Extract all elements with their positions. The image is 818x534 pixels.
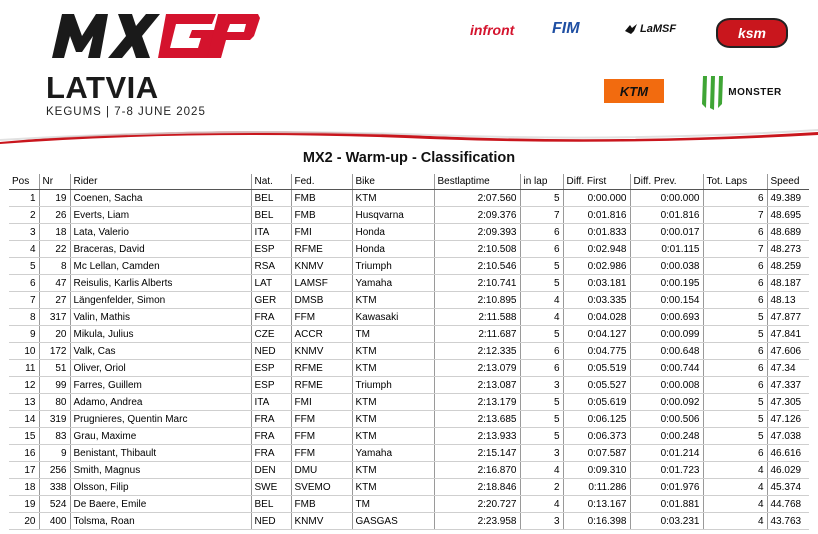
cell-speed: 48.695 <box>767 207 809 224</box>
cell-in-lap: 3 <box>520 445 563 462</box>
header-swoosh-divider <box>0 126 818 144</box>
cell-rider: Valk, Cas <box>70 343 251 360</box>
cell-pos: 4 <box>9 241 39 258</box>
cell-nr: 319 <box>39 411 70 428</box>
cell-speed: 48.273 <box>767 241 809 258</box>
cell-bestlaptime: 2:16.870 <box>434 462 520 479</box>
cell-nr: 256 <box>39 462 70 479</box>
cell-nr: 19 <box>39 190 70 207</box>
cell-diff-first: 0:04.127 <box>563 326 630 343</box>
cell-fed: FFM <box>291 428 352 445</box>
table-row <box>9 513 809 530</box>
cell-nr: 27 <box>39 292 70 309</box>
cell-rider: Benistant, Thibault <box>70 445 251 462</box>
cell-nat: GER <box>251 292 291 309</box>
cell-pos: 2 <box>9 207 39 224</box>
cell-diff-first: 0:05.519 <box>563 360 630 377</box>
cell-in-lap: 2 <box>520 479 563 496</box>
cell-bike: Honda <box>352 224 434 241</box>
cell-diff-prev: 0:01.881 <box>630 496 703 513</box>
table-row <box>9 292 809 309</box>
cell-pos: 12 <box>9 377 39 394</box>
cell-fed: KNMV <box>291 258 352 275</box>
cell-pos: 17 <box>9 462 39 479</box>
table-row <box>9 275 809 292</box>
table-row <box>9 241 809 258</box>
cell-pos: 14 <box>9 411 39 428</box>
cell-fed: FMI <box>291 394 352 411</box>
table-row <box>9 326 809 343</box>
table-row <box>9 479 809 496</box>
cell-fed: RFME <box>291 360 352 377</box>
table-row <box>9 411 809 428</box>
cell-nat: ESP <box>251 377 291 394</box>
cell-fed: RFME <box>291 241 352 258</box>
cell-bike: Yamaha <box>352 445 434 462</box>
cell-diff-prev: 0:00.099 <box>630 326 703 343</box>
cell-pos: 15 <box>9 428 39 445</box>
table-row <box>9 377 809 394</box>
column-header-in-lap: in lap <box>520 174 563 190</box>
cell-in-lap: 5 <box>520 428 563 445</box>
cell-bestlaptime: 2:10.895 <box>434 292 520 309</box>
cell-diff-prev: 0:00.038 <box>630 258 703 275</box>
ktm-logo: KTM <box>604 79 664 103</box>
cell-bike: KTM <box>352 428 434 445</box>
cell-fed: LAMSF <box>291 275 352 292</box>
cell-pos: 10 <box>9 343 39 360</box>
cell-diff-prev: 0:00.008 <box>630 377 703 394</box>
cell-nat: FRA <box>251 309 291 326</box>
cell-bike: TM <box>352 496 434 513</box>
cell-fed: RFME <box>291 377 352 394</box>
cell-fed: ACCR <box>291 326 352 343</box>
cell-nr: 47 <box>39 275 70 292</box>
cell-bestlaptime: 2:10.508 <box>434 241 520 258</box>
table-row <box>9 258 809 275</box>
cell-pos: 19 <box>9 496 39 513</box>
cell-nat: BEL <box>251 496 291 513</box>
cell-diff-prev: 0:00.017 <box>630 224 703 241</box>
cell-diff-prev: 0:00.154 <box>630 292 703 309</box>
cell-in-lap: 6 <box>520 224 563 241</box>
cell-tot-laps: 7 <box>703 207 767 224</box>
cell-tot-laps: 4 <box>703 462 767 479</box>
monster-energy-text: MONSTER <box>728 86 782 98</box>
cell-bike: KTM <box>352 360 434 377</box>
column-header-nr: Nr <box>39 174 70 190</box>
cell-rider: Braceras, David <box>70 241 251 258</box>
cell-nat: RSA <box>251 258 291 275</box>
cell-bike: Triumph <box>352 377 434 394</box>
cell-tot-laps: 6 <box>703 377 767 394</box>
cell-nr: 8 <box>39 258 70 275</box>
cell-tot-laps: 4 <box>703 496 767 513</box>
lamsf-bird-icon <box>624 22 638 36</box>
column-header-diff-first: Diff. First <box>563 174 630 190</box>
column-header-pos: Pos <box>9 174 39 190</box>
cell-diff-prev: 0:00.092 <box>630 394 703 411</box>
cell-in-lap: 4 <box>520 292 563 309</box>
cell-bestlaptime: 2:23.958 <box>434 513 520 530</box>
cell-nat: FRA <box>251 445 291 462</box>
cell-pos: 3 <box>9 224 39 241</box>
cell-rider: Everts, Liam <box>70 207 251 224</box>
cell-fed: FMB <box>291 496 352 513</box>
cell-pos: 7 <box>9 292 39 309</box>
cell-bestlaptime: 2:13.933 <box>434 428 520 445</box>
event-name: LATVIA <box>46 70 159 105</box>
cell-tot-laps: 6 <box>703 275 767 292</box>
cell-tot-laps: 6 <box>703 224 767 241</box>
cell-in-lap: 5 <box>520 190 563 207</box>
cell-diff-prev: 0:01.816 <box>630 207 703 224</box>
cell-fed: KNMV <box>291 343 352 360</box>
cell-nr: 26 <box>39 207 70 224</box>
cell-diff-prev: 0:00.648 <box>630 343 703 360</box>
cell-bike: Yamaha <box>352 275 434 292</box>
cell-bestlaptime: 2:13.179 <box>434 394 520 411</box>
cell-tot-laps: 5 <box>703 394 767 411</box>
cell-tot-laps: 6 <box>703 190 767 207</box>
cell-in-lap: 4 <box>520 496 563 513</box>
cell-bike: Honda <box>352 241 434 258</box>
cell-diff-prev: 0:00.506 <box>630 411 703 428</box>
cell-bestlaptime: 2:09.393 <box>434 224 520 241</box>
cell-diff-first: 0:01.816 <box>563 207 630 224</box>
cell-diff-first: 0:04.775 <box>563 343 630 360</box>
cell-pos: 16 <box>9 445 39 462</box>
table-row <box>9 394 809 411</box>
cell-speed: 47.841 <box>767 326 809 343</box>
cell-in-lap: 5 <box>520 394 563 411</box>
cell-rider: De Baere, Emile <box>70 496 251 513</box>
cell-rider: Coenen, Sacha <box>70 190 251 207</box>
cell-bestlaptime: 2:18.846 <box>434 479 520 496</box>
cell-fed: FFM <box>291 411 352 428</box>
cell-rider: Reisulis, Karlis Alberts <box>70 275 251 292</box>
cell-bestlaptime: 2:12.335 <box>434 343 520 360</box>
cell-pos: 8 <box>9 309 39 326</box>
cell-in-lap: 3 <box>520 377 563 394</box>
cell-nat: BEL <box>251 190 291 207</box>
table-row <box>9 224 809 241</box>
table-body <box>9 190 809 530</box>
cell-fed: FMI <box>291 224 352 241</box>
cell-rider: Smith, Magnus <box>70 462 251 479</box>
cell-in-lap: 6 <box>520 343 563 360</box>
table-row <box>9 360 809 377</box>
cell-speed: 47.877 <box>767 309 809 326</box>
cell-speed: 49.389 <box>767 190 809 207</box>
table-row <box>9 309 809 326</box>
table-header-row <box>9 174 809 190</box>
cell-nr: 317 <box>39 309 70 326</box>
cell-tot-laps: 7 <box>703 241 767 258</box>
column-header-diff-prev: Diff. Prev. <box>630 174 703 190</box>
cell-in-lap: 6 <box>520 360 563 377</box>
cell-bestlaptime: 2:15.147 <box>434 445 520 462</box>
cell-bestlaptime: 2:13.685 <box>434 411 520 428</box>
cell-nat: SWE <box>251 479 291 496</box>
cell-bestlaptime: 2:13.079 <box>434 360 520 377</box>
cell-pos: 13 <box>9 394 39 411</box>
cell-nat: ESP <box>251 241 291 258</box>
cell-in-lap: 7 <box>520 207 563 224</box>
cell-tot-laps: 6 <box>703 292 767 309</box>
table-row <box>9 343 809 360</box>
cell-rider: Valin, Mathis <box>70 309 251 326</box>
column-header-bike: Bike <box>352 174 434 190</box>
cell-diff-first: 0:02.948 <box>563 241 630 258</box>
cell-nr: 83 <box>39 428 70 445</box>
cell-speed: 47.038 <box>767 428 809 445</box>
cell-rider: Tolsma, Roan <box>70 513 251 530</box>
cell-nr: 9 <box>39 445 70 462</box>
cell-diff-prev: 0:01.115 <box>630 241 703 258</box>
cell-nat: ITA <box>251 224 291 241</box>
cell-fed: DMSB <box>291 292 352 309</box>
cell-tot-laps: 6 <box>703 258 767 275</box>
cell-speed: 48.187 <box>767 275 809 292</box>
cell-pos: 9 <box>9 326 39 343</box>
cell-diff-first: 0:05.619 <box>563 394 630 411</box>
cell-tot-laps: 4 <box>703 479 767 496</box>
cell-in-lap: 4 <box>520 309 563 326</box>
cell-rider: Lata, Valerio <box>70 224 251 241</box>
column-header-tot-laps: Tot. Laps <box>703 174 767 190</box>
cell-diff-first: 0:00.000 <box>563 190 630 207</box>
cell-bestlaptime: 2:20.727 <box>434 496 520 513</box>
cell-speed: 47.337 <box>767 377 809 394</box>
table-row <box>9 428 809 445</box>
cell-bike: KTM <box>352 411 434 428</box>
cell-bestlaptime: 2:11.687 <box>434 326 520 343</box>
cell-nat: FRA <box>251 411 291 428</box>
table-row <box>9 190 809 207</box>
column-header-nat: Nat. <box>251 174 291 190</box>
cell-tot-laps: 5 <box>703 309 767 326</box>
column-header-speed: Speed <box>767 174 809 190</box>
cell-diff-first: 0:03.181 <box>563 275 630 292</box>
cell-nr: 80 <box>39 394 70 411</box>
cell-nr: 20 <box>39 326 70 343</box>
column-header-fed: Fed. <box>291 174 352 190</box>
infront-logo: infront <box>470 22 515 38</box>
cell-diff-first: 0:03.335 <box>563 292 630 309</box>
cell-nat: DEN <box>251 462 291 479</box>
cell-bike: Triumph <box>352 258 434 275</box>
cell-nr: 51 <box>39 360 70 377</box>
fim-logo: FIM <box>552 20 580 37</box>
cell-speed: 45.374 <box>767 479 809 496</box>
cell-bestlaptime: 2:09.376 <box>434 207 520 224</box>
cell-fed: FFM <box>291 445 352 462</box>
cell-diff-first: 0:04.028 <box>563 309 630 326</box>
cell-in-lap: 5 <box>520 411 563 428</box>
mxgp-logo <box>46 8 266 64</box>
cell-rider: Olsson, Filip <box>70 479 251 496</box>
cell-bike: KTM <box>352 479 434 496</box>
mxgp-logo-icon <box>46 8 266 64</box>
cell-diff-prev: 0:00.744 <box>630 360 703 377</box>
cell-bike: TM <box>352 326 434 343</box>
cell-bestlaptime: 2:10.741 <box>434 275 520 292</box>
cell-nat: BEL <box>251 207 291 224</box>
cell-bike: Husqvarna <box>352 207 434 224</box>
monster-claw-icon <box>700 74 726 110</box>
cell-fed: FMB <box>291 190 352 207</box>
cell-pos: 20 <box>9 513 39 530</box>
cell-nat: NED <box>251 343 291 360</box>
cell-nr: 99 <box>39 377 70 394</box>
table-row <box>9 462 809 479</box>
cell-speed: 48.259 <box>767 258 809 275</box>
table-row <box>9 445 809 462</box>
monster-energy-logo <box>698 72 784 112</box>
cell-nat: FRA <box>251 428 291 445</box>
cell-diff-prev: 0:03.231 <box>630 513 703 530</box>
cell-diff-prev: 0:00.693 <box>630 309 703 326</box>
cell-rider: Adamo, Andrea <box>70 394 251 411</box>
cell-speed: 48.13 <box>767 292 809 309</box>
cell-diff-first: 0:09.310 <box>563 462 630 479</box>
cell-tot-laps: 5 <box>703 411 767 428</box>
cell-fed: KNMV <box>291 513 352 530</box>
cell-diff-first: 0:02.986 <box>563 258 630 275</box>
cell-pos: 1 <box>9 190 39 207</box>
cell-diff-prev: 0:00.248 <box>630 428 703 445</box>
cell-diff-first: 0:05.527 <box>563 377 630 394</box>
cell-diff-first: 0:06.373 <box>563 428 630 445</box>
cell-rider: Prugnieres, Quentin Marc <box>70 411 251 428</box>
cell-nr: 22 <box>39 241 70 258</box>
event-date-location: KEGUMS | 7-8 JUNE 2025 <box>46 106 206 118</box>
cell-nr: 18 <box>39 224 70 241</box>
cell-bestlaptime: 2:07.560 <box>434 190 520 207</box>
cell-nr: 172 <box>39 343 70 360</box>
table-row <box>9 496 809 513</box>
cell-diff-prev: 0:00.195 <box>630 275 703 292</box>
cell-tot-laps: 6 <box>703 445 767 462</box>
cell-in-lap: 5 <box>520 258 563 275</box>
cell-in-lap: 6 <box>520 241 563 258</box>
cell-pos: 11 <box>9 360 39 377</box>
cell-bike: KTM <box>352 394 434 411</box>
cell-tot-laps: 5 <box>703 326 767 343</box>
cell-bike: KTM <box>352 292 434 309</box>
cell-nr: 400 <box>39 513 70 530</box>
cell-rider: Farres, Guillem <box>70 377 251 394</box>
page-title: MX2 - Warm-up - Classification <box>302 150 516 166</box>
cell-bestlaptime: 2:10.546 <box>434 258 520 275</box>
cell-speed: 46.029 <box>767 462 809 479</box>
cell-speed: 48.689 <box>767 224 809 241</box>
cell-speed: 47.126 <box>767 411 809 428</box>
cell-speed: 47.606 <box>767 343 809 360</box>
ksm-logo: ksm <box>716 18 788 48</box>
cell-rider: Oliver, Oriol <box>70 360 251 377</box>
cell-tot-laps: 4 <box>703 513 767 530</box>
cell-bike: KTM <box>352 462 434 479</box>
lamsf-logo-text: LaMSF <box>640 23 677 35</box>
lamsf-logo <box>624 22 676 36</box>
cell-in-lap: 5 <box>520 326 563 343</box>
cell-diff-prev: 0:01.976 <box>630 479 703 496</box>
table-row <box>9 207 809 224</box>
cell-speed: 47.34 <box>767 360 809 377</box>
cell-pos: 6 <box>9 275 39 292</box>
cell-diff-first: 0:07.587 <box>563 445 630 462</box>
cell-bike: KTM <box>352 343 434 360</box>
cell-bestlaptime: 2:13.087 <box>434 377 520 394</box>
cell-diff-first: 0:06.125 <box>563 411 630 428</box>
cell-in-lap: 4 <box>520 462 563 479</box>
cell-diff-prev: 0:01.214 <box>630 445 703 462</box>
cell-tot-laps: 6 <box>703 360 767 377</box>
cell-nat: ITA <box>251 394 291 411</box>
cell-tot-laps: 6 <box>703 343 767 360</box>
column-header-bestlaptime: Bestlaptime <box>434 174 520 190</box>
cell-bike: Kawasaki <box>352 309 434 326</box>
cell-fed: FFM <box>291 309 352 326</box>
cell-tot-laps: 5 <box>703 428 767 445</box>
cell-nat: NED <box>251 513 291 530</box>
cell-diff-first: 0:11.286 <box>563 479 630 496</box>
classification-table <box>9 174 809 530</box>
cell-fed: SVEMO <box>291 479 352 496</box>
cell-bike: KTM <box>352 190 434 207</box>
cell-nr: 524 <box>39 496 70 513</box>
cell-bestlaptime: 2:11.588 <box>434 309 520 326</box>
cell-pos: 5 <box>9 258 39 275</box>
cell-bike: GASGAS <box>352 513 434 530</box>
cell-speed: 46.616 <box>767 445 809 462</box>
cell-rider: Mc Lellan, Camden <box>70 258 251 275</box>
cell-speed: 47.305 <box>767 394 809 411</box>
cell-in-lap: 3 <box>520 513 563 530</box>
cell-rider: Mikula, Julius <box>70 326 251 343</box>
cell-diff-first: 0:13.167 <box>563 496 630 513</box>
cell-speed: 43.763 <box>767 513 809 530</box>
cell-nat: CZE <box>251 326 291 343</box>
cell-speed: 44.768 <box>767 496 809 513</box>
cell-in-lap: 5 <box>520 275 563 292</box>
column-header-rider: Rider <box>70 174 251 190</box>
cell-fed: DMU <box>291 462 352 479</box>
cell-rider: Grau, Maxime <box>70 428 251 445</box>
cell-diff-prev: 0:00.000 <box>630 190 703 207</box>
cell-diff-first: 0:16.398 <box>563 513 630 530</box>
cell-nr: 338 <box>39 479 70 496</box>
cell-diff-prev: 0:01.723 <box>630 462 703 479</box>
cell-rider: Längenfelder, Simon <box>70 292 251 309</box>
cell-diff-first: 0:01.833 <box>563 224 630 241</box>
cell-pos: 18 <box>9 479 39 496</box>
cell-nat: LAT <box>251 275 291 292</box>
cell-fed: FMB <box>291 207 352 224</box>
cell-nat: ESP <box>251 360 291 377</box>
